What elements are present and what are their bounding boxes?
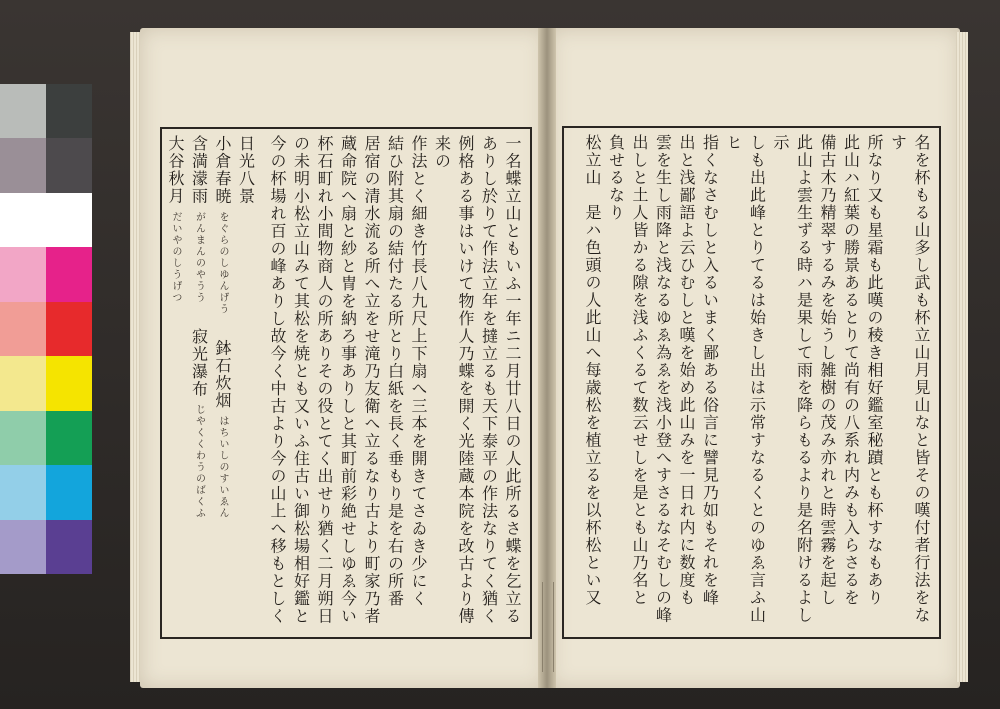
right-col-4: 備古木乃精翠するみを始うし雑樹の茂み亦れと時雲霧を起し bbox=[818, 134, 837, 607]
color-calibration-strip bbox=[0, 84, 92, 574]
view-name: 寂光瀑布 bbox=[189, 327, 209, 398]
left-col-9: の未明小松立山みて其松を焼とも又いふ住古い御松場相好鑑と bbox=[291, 135, 311, 625]
left-col-10: 今の杯場れ百の峰ありし故今く中古より今の山上へ移もとしく bbox=[268, 135, 287, 625]
color-swatch bbox=[46, 247, 92, 301]
view-name: 大谷秋月 bbox=[166, 135, 185, 205]
eight-views-row-2 bbox=[187, 135, 211, 631]
left-col-8: 杯石町れ小間物商人の所ありその役とてく出せり猶く二月朔日 bbox=[315, 135, 334, 625]
left-col-6: 居宿の清水流る所へ立をせ滝乃友衛へ立るなり古より町家乃者 bbox=[362, 135, 381, 625]
section-title: 日光八景 bbox=[236, 135, 256, 205]
calibration-row bbox=[0, 356, 92, 410]
calibration-row bbox=[0, 193, 92, 247]
color-swatch bbox=[0, 356, 46, 410]
color-swatch bbox=[46, 520, 92, 574]
color-swatch bbox=[46, 465, 92, 519]
color-swatch bbox=[0, 193, 46, 247]
right-col-1: 名を杯もる山多し武も杯立山月見山なと皆その嘆付者行法をなす bbox=[888, 134, 931, 624]
left-page-body bbox=[168, 135, 524, 631]
color-swatch bbox=[0, 465, 46, 519]
calibration-row bbox=[0, 84, 92, 138]
calibration-row bbox=[0, 138, 92, 192]
calibration-row bbox=[0, 411, 92, 465]
color-swatch bbox=[46, 411, 92, 465]
right-col-10: 出しと土人皆かる隙を浅ふくるて数云せしを是とも山乃名と bbox=[630, 134, 649, 607]
color-swatch bbox=[46, 193, 92, 247]
view-gloss: はちいしのすいゑん bbox=[217, 415, 228, 520]
eight-views-row-3 bbox=[164, 135, 188, 631]
right-text-frame bbox=[562, 126, 941, 639]
left-col-2: ありし於りて作法立年を撻立るも天下泰平の作法なりてく猶く bbox=[479, 135, 499, 625]
calibration-row bbox=[0, 465, 92, 519]
left-text-frame bbox=[160, 127, 532, 639]
color-swatch bbox=[0, 84, 46, 138]
view-name: 鉢石炊烟 bbox=[213, 339, 232, 410]
left-col-5: 結ひ附其扇の結付たる所とり白紙を長く垂もり是を右の所番 bbox=[385, 135, 405, 608]
right-col-11: 負せるなり bbox=[606, 134, 626, 222]
right-col-2: 所なり又も星霜も此嘆の稜き相好鑑室秘蹟とも杯すなもあり bbox=[865, 134, 884, 607]
right-page-edges bbox=[956, 32, 968, 682]
calibration-row bbox=[0, 520, 92, 574]
right-col-8: 出と浅鄙語よ云ひむしと嘆を始め此山みを一日れ内に数度も bbox=[677, 134, 696, 607]
right-col-9: 雲を生し雨降と浅なるゆゑ為ゑを浅小登へすさるなそむしの峰 bbox=[653, 134, 673, 624]
view-gloss: だいやのしうげつ bbox=[170, 211, 181, 304]
right-col-3: 此山ハ紅葉の勝景あるとりて尚有の八系れ内みも入らさるを bbox=[841, 134, 861, 607]
view-name: 含満濛雨 bbox=[189, 135, 209, 205]
left-col-3: 例格ある事はいけて物作人乃蝶を開く光陸蔵本院を改古より傳来の bbox=[432, 135, 475, 625]
view-gloss: がんまんのやうう bbox=[193, 211, 205, 304]
view-name: 小倉春暁 bbox=[213, 135, 232, 205]
left-col-7: 蔵命院へ扇と紗と冑を納ろ事ありしと其町前彩絶せしゆゑ今い bbox=[338, 135, 358, 625]
view-gloss: をぐらのしゆんげう bbox=[217, 211, 228, 316]
color-swatch bbox=[46, 138, 92, 192]
color-swatch bbox=[46, 302, 92, 356]
view-gloss: じやくくわうのばくふ bbox=[193, 404, 205, 520]
gutter-mark bbox=[542, 582, 554, 672]
open-book bbox=[130, 22, 975, 702]
right-col-6: しも出此峰とりてるは始きし出は示常すなるくとのゆゑ言ふ山ヒ bbox=[724, 134, 767, 624]
color-swatch bbox=[0, 302, 46, 356]
color-swatch bbox=[46, 84, 92, 138]
left-col-4: 作法とく細き竹長八九尺上下扇へ三本を開きてさゐき少にく bbox=[409, 135, 428, 608]
calibration-row bbox=[0, 247, 92, 301]
right-page-body bbox=[570, 134, 933, 631]
right-col-5: 此山よ雲生ずる時ハ是果して雨を降らもるより是名附けるよし示 bbox=[771, 134, 814, 624]
color-swatch bbox=[0, 411, 46, 465]
color-swatch bbox=[46, 356, 92, 410]
left-col-1: 一名蝶立山ともいふ一年ニ二月廿八日の人此所るさ蝶を乞立る bbox=[503, 135, 522, 625]
right-col-12: 松立山 是ハ色頭の人此山へ每歳松を植立るを以杯松とい又 bbox=[583, 134, 602, 607]
color-swatch bbox=[0, 520, 46, 574]
color-swatch bbox=[0, 247, 46, 301]
right-col-7: 指くなさむしと入るいまく鄙ある俗言に譬見乃如もそれを峰 bbox=[700, 134, 720, 607]
eight-views-row-1 bbox=[211, 135, 235, 631]
color-swatch bbox=[0, 138, 46, 192]
calibration-row bbox=[0, 302, 92, 356]
